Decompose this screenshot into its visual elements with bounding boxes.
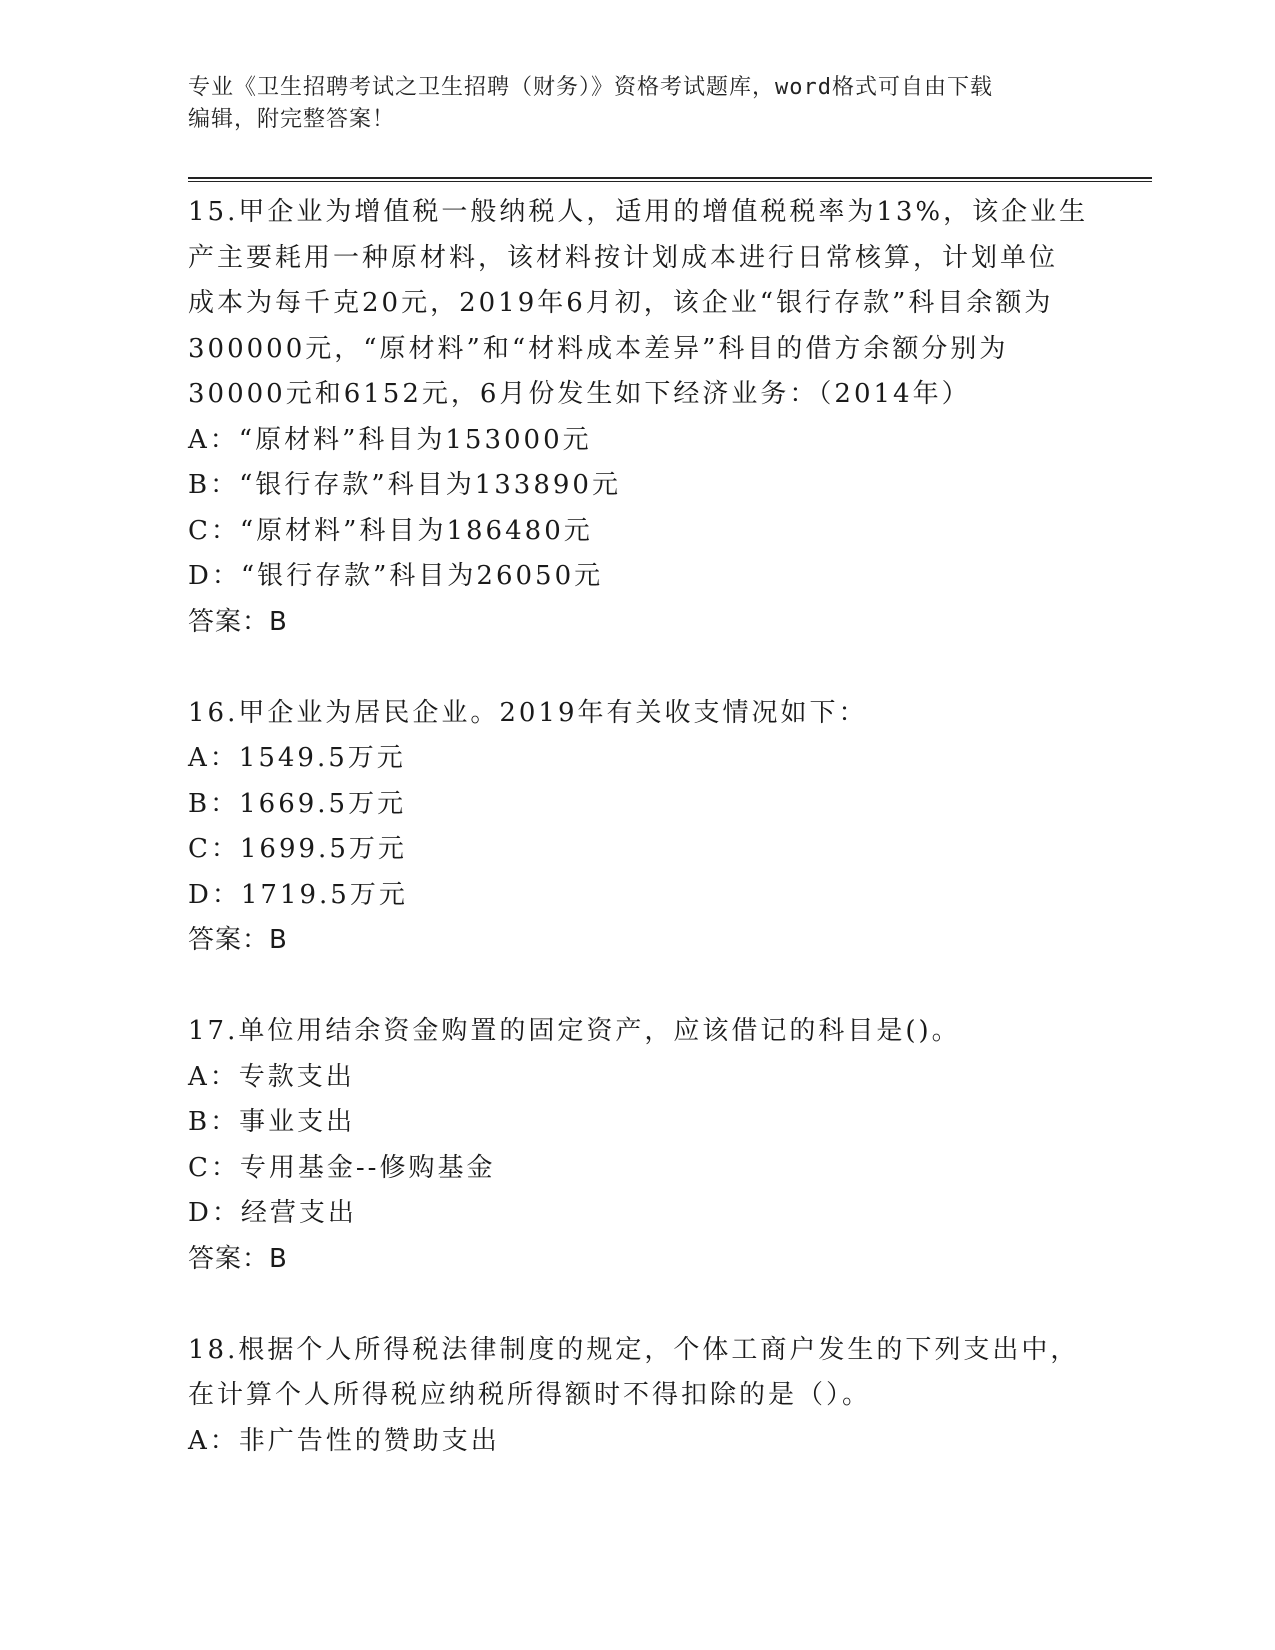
header-divider-thin <box>188 181 1152 182</box>
question-block <box>188 190 1088 645</box>
answer-option: A：非广告性的赞助支出 <box>188 1425 500 1456</box>
question-stem-line: 成本为每千克20元，2019年6月初，该企业“银行存款”科目余额为 <box>188 288 1054 318</box>
answer-option: A：“原材料”科目为153000元 <box>188 424 592 455</box>
question-stem-line: 300000元，“原材料”和“材料成本差异”科目的借方余额分别为 <box>188 333 1009 364</box>
header-divider-thick <box>188 177 1152 179</box>
answer-option: A：1549.5万元 <box>188 743 406 773</box>
answer-option: C：“原材料”科目为186480元 <box>188 515 593 546</box>
question-stem-line: 30000元和6152元，6月份发生如下经济业务：（2014年） <box>188 379 971 409</box>
answer-key: 答案：B <box>188 925 288 955</box>
question-stem-line: 16.甲企业为居民企业。2019年有关收支情况如下： <box>188 697 868 728</box>
answer-key: 答案：B <box>188 606 288 637</box>
question-list <box>188 190 1088 1464</box>
answer-option: A：专款支出 <box>188 1061 355 1092</box>
question-spacer <box>188 645 1088 691</box>
answer-option: B：事业支出 <box>188 1107 356 1137</box>
answer-option: B：“银行存款”科目为133890元 <box>188 470 621 500</box>
question-stem-line: 15.甲企业为增值税一般纳税人，适用的增值税税率为13%，该企业生 <box>188 197 1089 227</box>
answer-option: C：1699.5万元 <box>188 834 407 864</box>
question-stem-line: 18.根据个人所得税法律制度的规定，个体工商户发生的下列支出中， <box>188 1334 1080 1365</box>
answer-key: 答案：B <box>188 1243 288 1274</box>
question-block <box>188 1328 1088 1465</box>
header-line-1: 专业《卫生招聘考试之卫生招聘（财务）》资格考试题库，word格式可自由下载 <box>188 75 993 100</box>
question-block <box>188 691 1088 964</box>
question-stem-line: 在计算个人所得税应纳税所得额时不得扣除的是（）。 <box>188 1380 872 1410</box>
question-spacer <box>188 964 1088 1010</box>
question-stem-line: 产主要耗用一种原材料，该材料按计划成本进行日常核算，计划单位 <box>188 242 1059 273</box>
question-stem-line: 17.单位用结余资金购置的固定资产，应该借记的科目是()。 <box>188 1016 961 1046</box>
question-spacer <box>188 1282 1088 1328</box>
document-header <box>188 72 1088 136</box>
header-line-2: 编辑，附完整答案！ <box>188 107 396 132</box>
answer-option: D：经营支出 <box>188 1198 357 1228</box>
answer-option: D：“银行存款”科目为26050元 <box>188 561 604 591</box>
question-block <box>188 1009 1088 1282</box>
answer-option: C：专用基金--修购基金 <box>188 1152 496 1183</box>
answer-option: B：1669.5万元 <box>188 788 407 819</box>
answer-option: D：1719.5万元 <box>188 879 408 910</box>
